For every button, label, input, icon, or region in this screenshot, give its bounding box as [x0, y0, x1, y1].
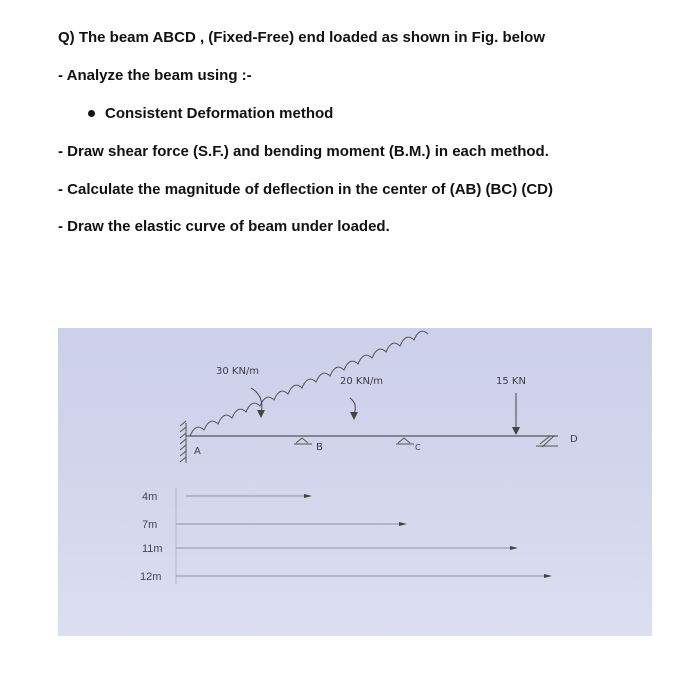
calculate-instruction: - Calculate the magnitude of deflection in the center of (AB) (BC) (CD)	[58, 181, 554, 198]
load-arrowhead-mid-icon	[350, 412, 358, 420]
dimension-label-11m: 11m	[142, 543, 163, 555]
dimension-arrow-4m-icon	[304, 494, 312, 498]
beam-figure-photo	[58, 328, 652, 636]
elastic-curve-instruction: - Draw the elastic curve of beam under loaded.	[58, 218, 390, 235]
node-label-c: C	[415, 443, 421, 452]
load-label-left: 30 KN/m	[216, 366, 260, 377]
node-label-b: B	[316, 442, 323, 453]
method-bullet	[88, 105, 333, 122]
support-d-icon	[536, 436, 558, 447]
dimension-label-7m: 7m	[142, 519, 158, 531]
load-arrow-mid-icon	[350, 398, 355, 414]
dimension-label-12m: 12m	[140, 571, 162, 583]
draw-instruction: - Draw shear force (S.F.) and bending moment (B.M.) in each method.	[58, 143, 549, 160]
dimension-arrow-11m-icon	[510, 546, 518, 550]
analyze-instruction: - Analyze the beam using :-	[58, 67, 252, 84]
node-label-d: D	[570, 434, 578, 445]
fixed-support-icon	[180, 421, 186, 463]
distributed-load-curve	[190, 331, 428, 436]
point-load-arrowhead-icon	[512, 427, 520, 435]
question-title: Q) The beam ABCD , (Fixed-Free) end loaded as shown in Fig. below	[58, 29, 545, 46]
bullet-icon	[88, 110, 95, 117]
dimension-arrow-12m-icon	[544, 574, 552, 578]
beam-diagram	[58, 328, 652, 636]
point-load-label: 15 KN	[496, 376, 526, 387]
load-label-mid: 20 KN/m	[340, 376, 384, 387]
dimension-label-4m: 4m	[142, 491, 158, 503]
node-label-a: A	[194, 446, 201, 457]
method-label: Consistent Deformation method	[105, 105, 334, 122]
support-c-icon	[396, 438, 414, 444]
load-arrowhead-left-icon	[257, 410, 265, 418]
support-b-icon	[294, 438, 312, 444]
dimension-arrow-7m-icon	[399, 522, 407, 526]
